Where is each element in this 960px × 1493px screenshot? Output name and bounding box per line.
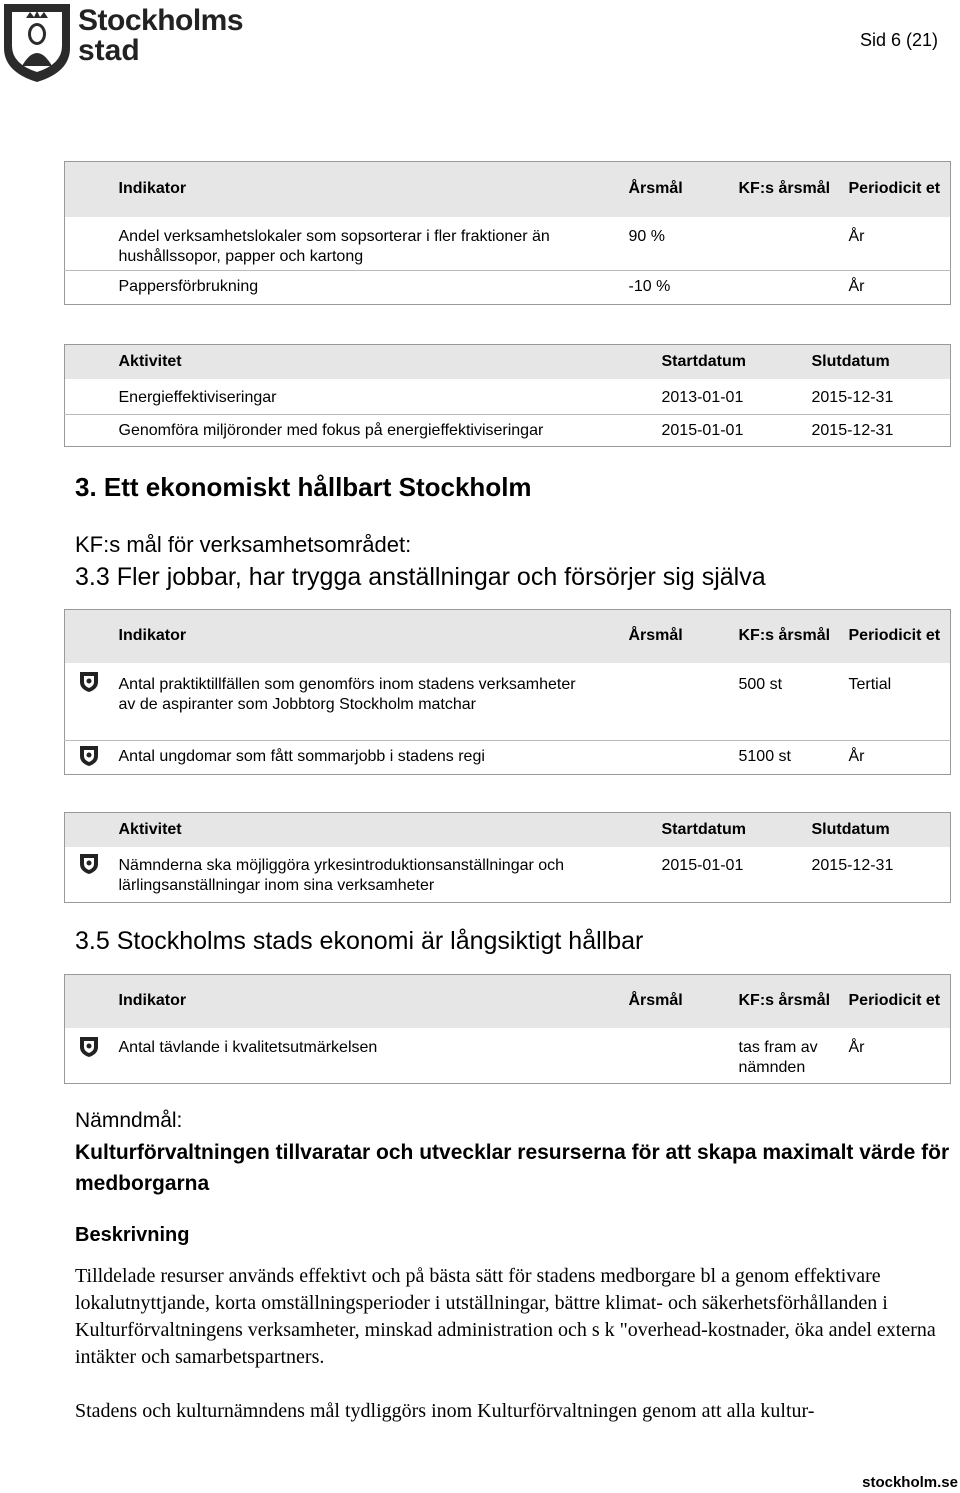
col-header-slutdatum: Slutdatum: [812, 345, 951, 379]
table-cell: Antal ungdomar som fått sommarjobb i stadens regi: [119, 741, 629, 775]
section-title: 3. Ett ekonomiskt hållbart Stockholm: [75, 472, 532, 502]
table-cell: Pappersförbrukning: [119, 271, 629, 305]
description-heading: Beskrivning: [75, 1224, 190, 1246]
col-header-kf-arsmal: KF:s årsmål: [739, 610, 849, 663]
stockholm-shield-icon: [79, 671, 99, 693]
col-header-arsmal: Årsmål: [629, 162, 739, 217]
table-cell: Antal praktiktillfällen som genomförs inom stadens verksamheter av de aspiranter som Jobbtorg Stockholm matchar: [118, 675, 576, 713]
description-paragraph-2: Stadens och kulturnämndens mål tydliggörs inom Kulturförvaltningen genom att alla kultur-: [75, 1400, 815, 1422]
table-cell: Genomföra miljöronder med fokus på energieffektiviseringar: [119, 415, 662, 447]
table-cell: 2015-01-01: [662, 415, 812, 447]
table-cell: År: [848, 227, 865, 245]
stockholm-logo: [0, 0, 250, 84]
table-cell: 2015-01-01: [661, 856, 744, 874]
footer-site: stockholm.se: [862, 1474, 958, 1491]
namndmal-title: Kulturförvaltningen tillvaratar och utvecklar resurserna för att skapa maximalt värde för medborgarna: [75, 1141, 950, 1195]
table-cell: Energieffektiviseringar: [118, 388, 277, 406]
col-header-startdatum: Startdatum: [662, 345, 812, 379]
logo-line-2: stad: [78, 34, 140, 67]
stockholm-shield-icon: [79, 853, 99, 875]
table-cell: tas fram av nämnden: [738, 1038, 818, 1076]
table-cell: År: [849, 271, 951, 305]
table-cell: 2013-01-01: [661, 388, 744, 406]
table-cell: 2015-12-31: [811, 388, 894, 406]
col-header-periodicitet: Periodicit et: [849, 162, 951, 217]
namndmal-label: Nämndmål:: [75, 1109, 183, 1132]
table-cell: -10 %: [629, 271, 739, 305]
col-header-periodicitet: Periodicit et: [849, 610, 951, 663]
page-number: Sid 6 (21): [859, 30, 938, 50]
col-header-slutdatum: Slutdatum: [812, 813, 951, 847]
col-header-indikator: Indikator: [119, 610, 629, 663]
col-header-arsmal: Årsmål: [629, 610, 739, 663]
indicator-table-environment: [64, 161, 951, 305]
goal-3-5-title: 3.5 Stockholms stads ekonomi är långsiktigt hållbar: [75, 927, 644, 955]
table-cell: [629, 663, 739, 741]
col-header-indikator: Indikator: [119, 975, 629, 1028]
table-cell: [739, 271, 849, 305]
indicator-table-3-5: [64, 974, 951, 1084]
col-header-startdatum: Startdatum: [662, 813, 812, 847]
indicator-table-3-3: [64, 609, 951, 775]
table-cell: Nämnderna ska möjliggöra yrkesintroduktionsanställningar och lärlingsanställningar inom sina verksamheter: [118, 856, 565, 894]
activity-table-3-3: [64, 812, 951, 903]
goal-3-3-title: 3.3 Fler jobbar, har trygga anställningar och försörjer sig själva: [75, 563, 766, 591]
col-header-aktivitet: Aktivitet: [119, 345, 662, 379]
table-cell: Andel verksamhetslokaler som sopsorterar i fler fraktioner än hushållssopor, papper och kartong: [118, 227, 550, 265]
table-cell: 500 st: [738, 675, 783, 693]
table-cell: 2015-12-31: [812, 415, 951, 447]
table-cell: 90 %: [628, 227, 665, 245]
col-header-indikator: Indikator: [119, 162, 629, 217]
col-header-kf-arsmal: KF:s årsmål: [739, 975, 849, 1028]
description-paragraph: Tilldelade resurser används effektivt och på bästa sätt för stadens medborgare bl a genom effektivare lokalutnyttjande, korta omställningsperioder i utställningar, bättre klimat- och säkerhetsförhållanden i Kulturförvaltningens verksamheter, minskad administration och s k "overhead-kostnader, öka andel externa intäkter och samarbetspartners.: [75, 1265, 936, 1368]
kf-goal-label: KF:s mål för verksamhetsområdet:: [75, 532, 412, 557]
table-cell: År: [849, 741, 951, 775]
activity-table-environment: [64, 344, 951, 447]
logo-wordmark: [78, 6, 243, 66]
col-header-arsmal: Årsmål: [629, 975, 739, 1028]
col-header-periodicitet: Periodicit et: [849, 975, 951, 1028]
table-cell: [629, 741, 739, 775]
col-header-aktivitet: Aktivitet: [119, 813, 662, 847]
table-cell: [629, 1028, 739, 1084]
col-header-kf-arsmal: KF:s årsmål: [739, 162, 849, 217]
stockholm-shield-icon: [79, 1036, 99, 1058]
table-cell: 2015-12-31: [811, 856, 894, 874]
table-cell: Tertial: [848, 675, 892, 693]
stockholm-crest-icon: [0, 0, 74, 84]
table-cell: [739, 217, 849, 271]
stockholm-shield-icon: [79, 745, 99, 767]
logo-line-1: Stockholms: [78, 4, 244, 37]
table-cell: Antal tävlande i kvalitetsutmärkelsen: [118, 1038, 378, 1056]
table-cell: År: [848, 1038, 865, 1056]
table-cell: 5100 st: [739, 741, 849, 775]
